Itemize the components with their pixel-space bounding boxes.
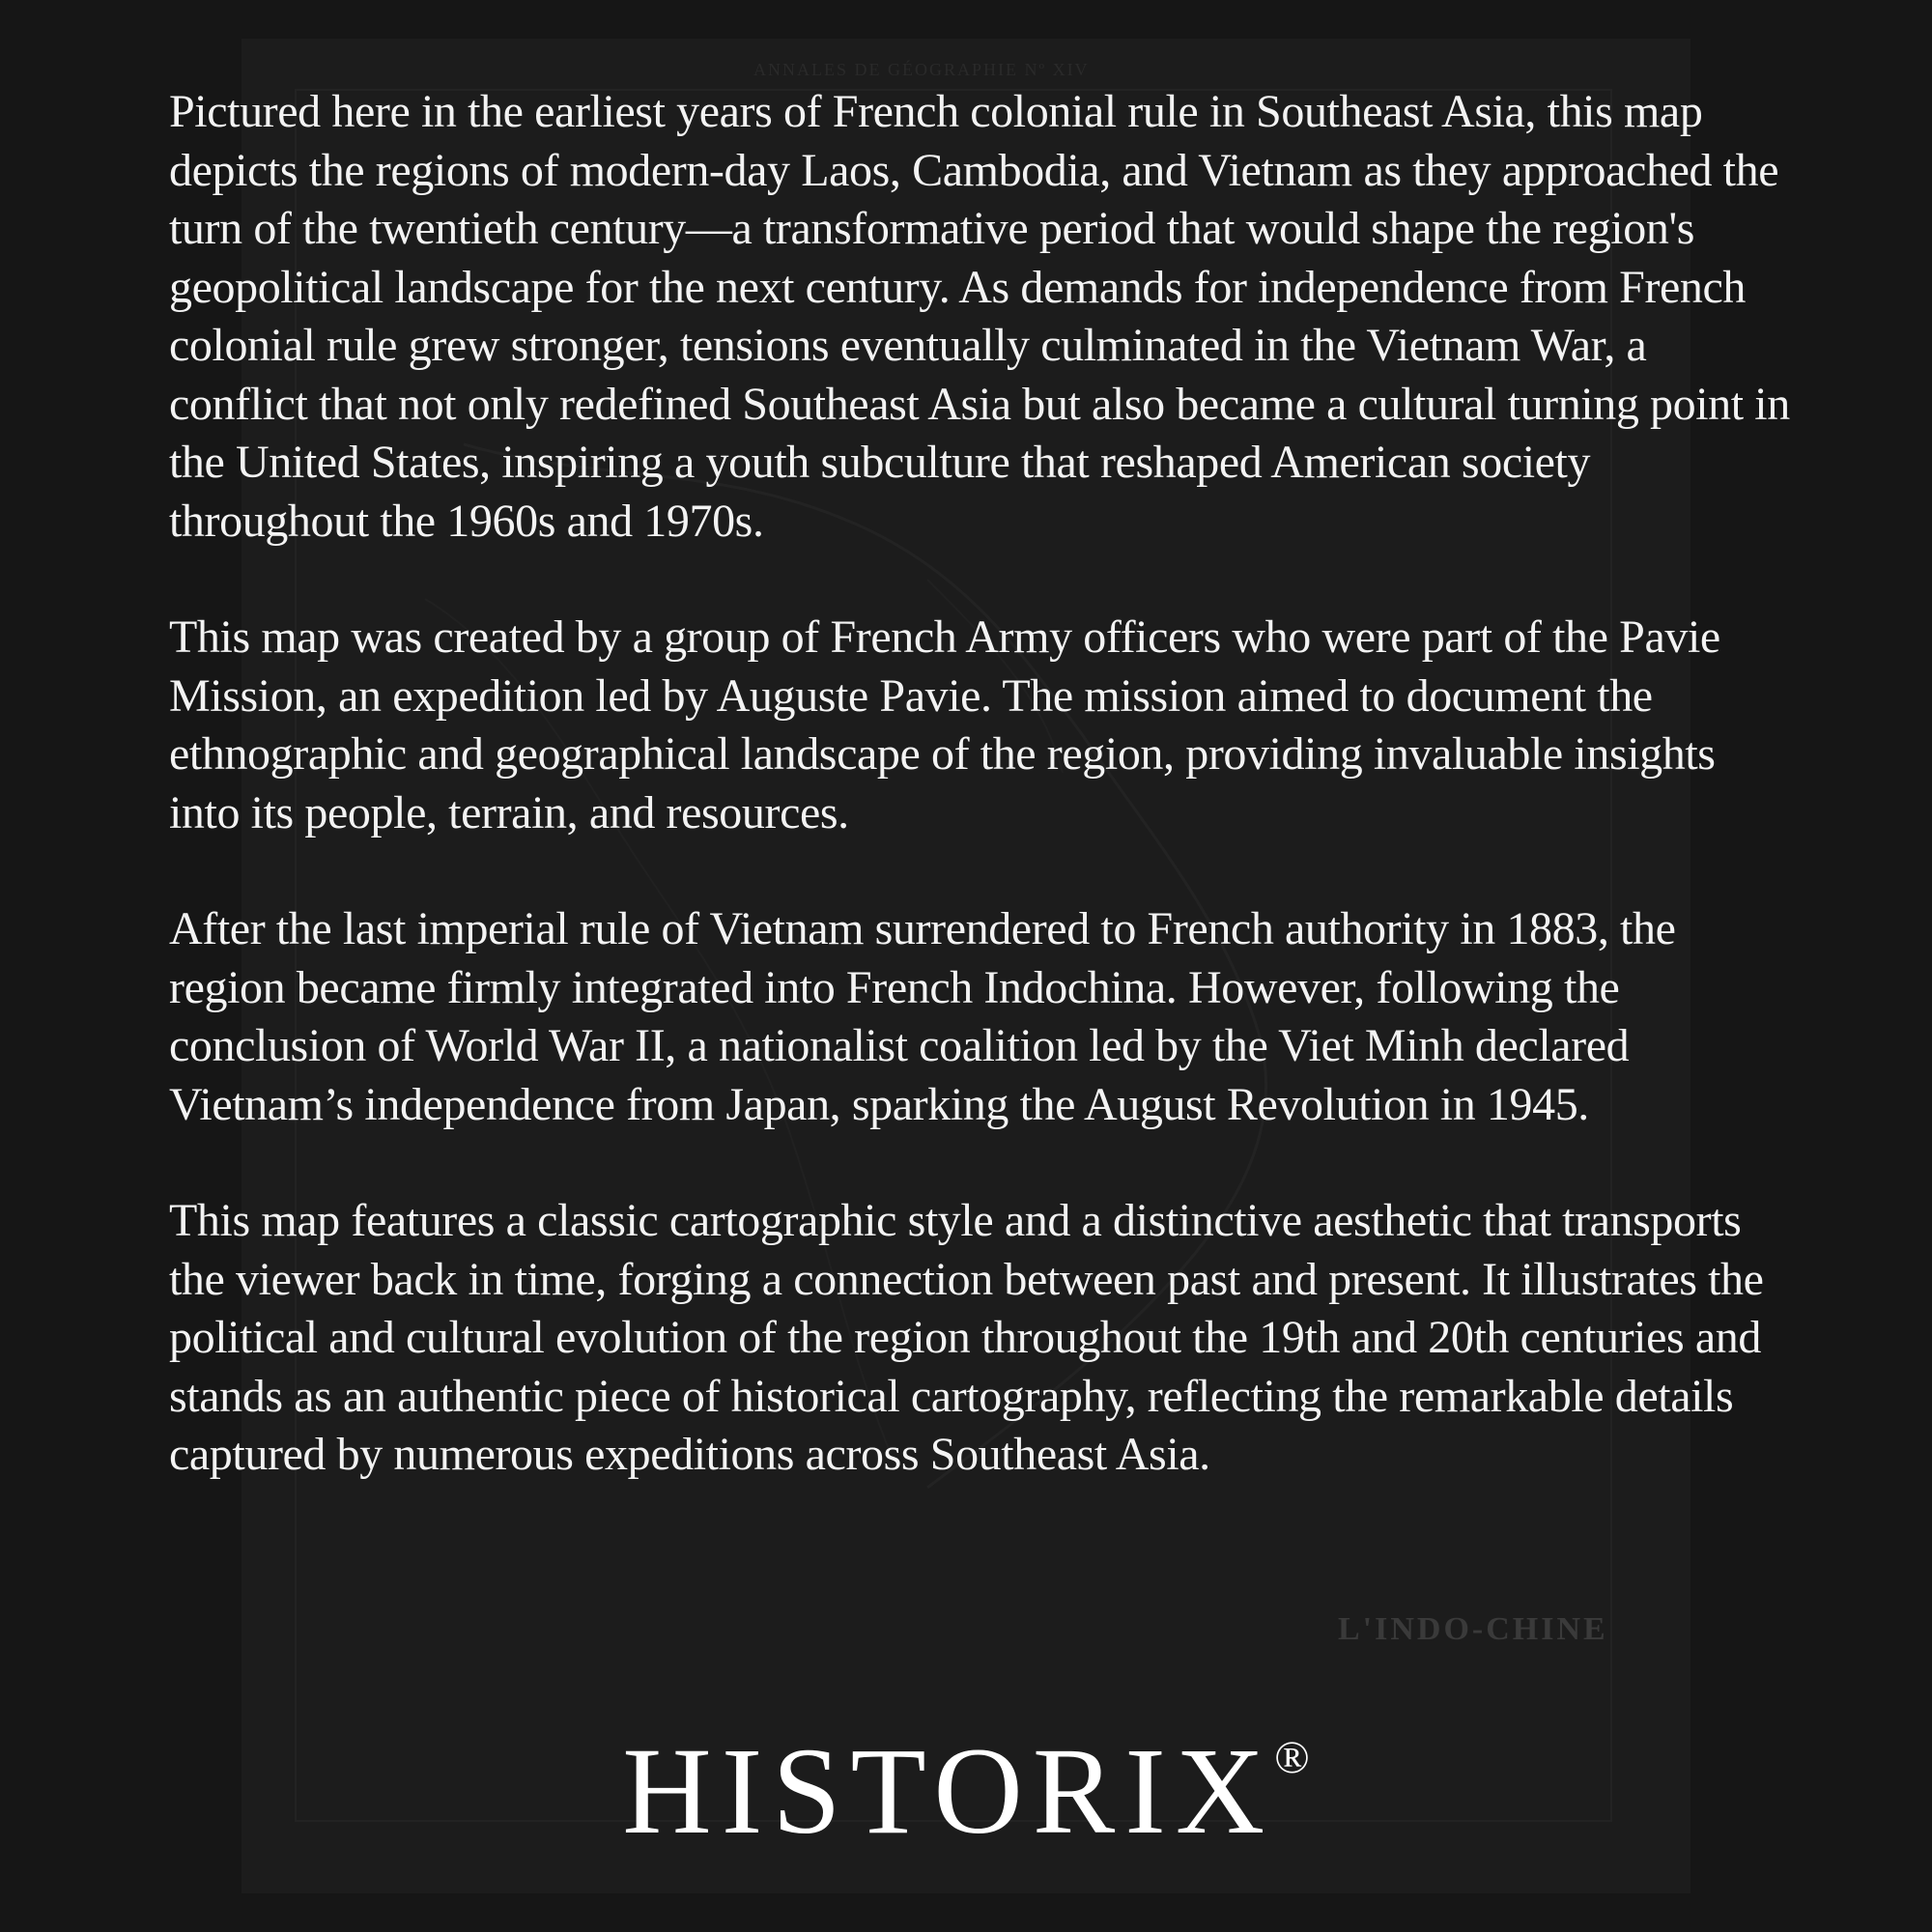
paragraph-style: This map features a classic cartographic style and a distinctive aesthetic that transports the viewer back in time, forging a connection between past and present. It illustrates the political and cultural evolution of the region throughout the 19th and 20th centuries and stands as an authentic piece of historical cartography, reflecting the remarkable details captured by numerous expeditions across Southeast Asia. — [169, 1195, 1764, 1480]
paragraph-pavie-mission: This map was created by a group of French Army officers who were part of the Pavie Mission, an expedition led by Auguste Pavie. The mission aimed to document the ethnographic and geographical landscape of the region, providing invaluable insights into its people, terrain, and resources. — [169, 611, 1720, 838]
map-title: L'INDO-CHINE — [1338, 1611, 1608, 1647]
paragraph-intro: Pictured here in the earliest years of French colonial rule in Southeast Asia, this map depicts the regions of modern-day Laos, Cambodia, and Vietnam as they approached the turn of the twentieth century—a transformative period that would shape the region's geopolitical landscape for the next century. As demands for independence from French colonial rule grew stronger, tensions eventually culminated in the Vietnam War, a conflict that not only redefined Southeast Asia but also became a cultural turning point in the United States, inspiring a youth subculture that reshaped American society throughout the 1960s and 1970s. — [169, 86, 1790, 547]
brand-name: HISTORIX — [622, 1722, 1275, 1860]
map-header: ANNALES DE GÉOGRAPHIE Nº XIV — [753, 60, 1090, 79]
paragraph-history: After the last imperial rule of Vietnam surrendered to French authority in 1883, the region became firmly integrated into French Indochina. However, following the conclusion of World War II, a nationalist coalition led by the Viet Minh declared Vietnam’s independence from Japan, sparking the August Revolution in 1945. — [169, 903, 1676, 1130]
brand-logo — [0, 1722, 1932, 1860]
registered-mark: ® — [1274, 1732, 1310, 1783]
description-text — [169, 83, 1792, 1543]
